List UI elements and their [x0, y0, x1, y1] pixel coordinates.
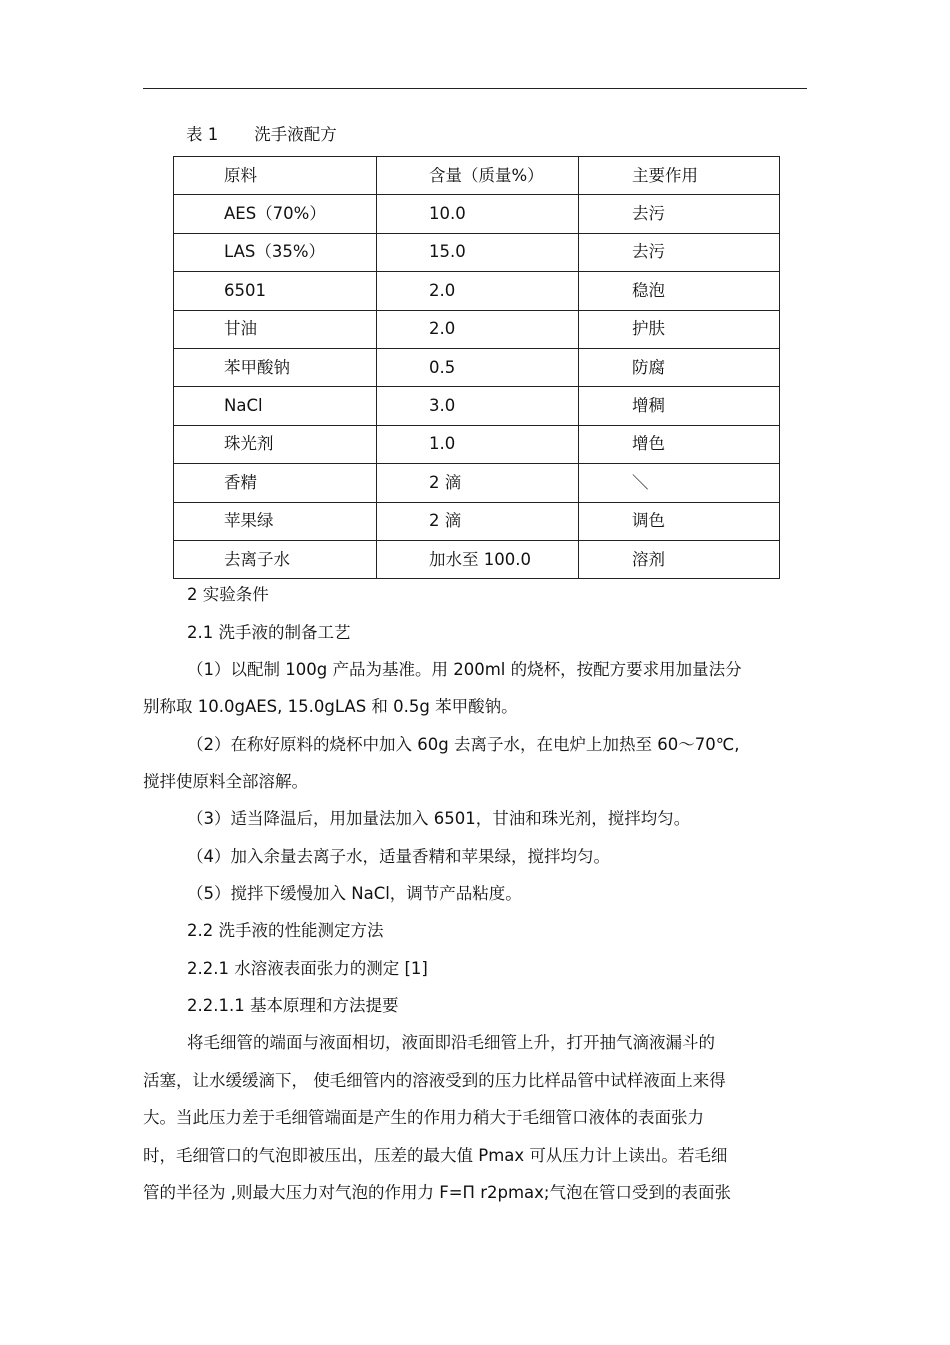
table-cell: 2.0	[377, 272, 579, 310]
table-cell: 1.0	[377, 425, 579, 463]
step-3: （3）适当降温后，用加量法加入 6501，甘油和珠光剂，搅拌均匀。	[187, 809, 691, 828]
paragraph-line-1: 将毛细管的端面与液面相切，液面即沿毛细管上升，打开抽气滴液漏斗的	[187, 1033, 715, 1052]
paragraph-line-5: 管的半径为 ,则最大压力对气泡的作用力 F=Π r2pmax;气泡在管口受到的表面张	[143, 1183, 731, 1202]
table-cell: 2 滴	[377, 464, 579, 502]
table-cell: 香精	[174, 464, 377, 502]
table-row	[174, 348, 780, 386]
section-2-2-1-heading: 2.2.1 水溶液表面张力的测定 [1]	[187, 959, 428, 978]
table-cell: 6501	[174, 272, 377, 310]
table-cell: 稳泡	[579, 272, 780, 310]
step-2-line-1: （2）在称好原料的烧杯中加入 60g 去离子水，在电炉上加热至 60～70℃,	[187, 735, 740, 754]
table-header-cell: 主要作用	[579, 157, 780, 195]
formula-table	[173, 156, 780, 579]
table-cell: ＼	[579, 464, 780, 502]
section-2-1-heading: 2.1 洗手液的制备工艺	[187, 623, 351, 642]
table-cell: 去污	[579, 233, 780, 271]
table-row	[174, 464, 780, 502]
table-cell: LAS（35%）	[174, 233, 377, 271]
table-row	[174, 502, 780, 540]
step-5: （5）搅拌下缓慢加入 NaCl，调节产品粘度。	[187, 884, 522, 903]
table-cell: 防腐	[579, 348, 780, 386]
table-cell: AES（70%）	[174, 195, 377, 233]
table-cell: 2.0	[377, 310, 579, 348]
table-cell: 15.0	[377, 233, 579, 271]
table-row	[174, 195, 780, 233]
table-cell: 甘油	[174, 310, 377, 348]
section-2-2-1-1-heading: 2.2.1.1 基本原理和方法提要	[187, 996, 399, 1015]
section-2-2-heading: 2.2 洗手液的性能测定方法	[187, 921, 384, 940]
step-2-line-2: 搅拌使原料全部溶解。	[143, 772, 308, 791]
step-1-line-1: （1）以配制 100g 产品为基准。用 200ml 的烧杯，按配方要求用加量法分	[187, 660, 742, 679]
table-header-cell: 原料	[174, 157, 377, 195]
table-cell: 珠光剂	[174, 425, 377, 463]
table-cell: NaCl	[174, 387, 377, 425]
table-row	[174, 310, 780, 348]
table-caption	[186, 124, 337, 146]
table-row	[174, 425, 780, 463]
table-row	[174, 387, 780, 425]
table-cell: 去离子水	[174, 540, 377, 578]
table-cell: 护肤	[579, 310, 780, 348]
paragraph-line-2: 活塞，让水缓缓滴下， 使毛细管内的溶液受到的压力比样品管中试样液面上来得	[143, 1071, 726, 1090]
step-4: （4）加入余量去离子水，适量香精和苹果绿，搅拌均匀。	[187, 847, 610, 866]
table-cell: 增色	[579, 425, 780, 463]
table-cell: 苹果绿	[174, 502, 377, 540]
header-rule	[143, 88, 807, 89]
table-header-cell: 含量（质量%）	[377, 157, 579, 195]
table-cell: 加水至 100.0	[377, 540, 579, 578]
step-1-line-2: 别称取 10.0gAES, 15.0gLAS 和 0.5g 苯甲酸钠。	[143, 697, 518, 716]
paragraph-line-3: 大。当此压力差于毛细管端面是产生的作用力稍大于毛细管口液体的表面张力	[143, 1108, 704, 1127]
table-cell: 去污	[579, 195, 780, 233]
table-cell: 调色	[579, 502, 780, 540]
table-cell: 苯甲酸钠	[174, 348, 377, 386]
table-caption-title: 洗手液配方	[254, 125, 337, 144]
table-cell: 溶剂	[579, 540, 780, 578]
table-row	[174, 272, 780, 310]
table-row	[174, 540, 780, 578]
section-2-heading: 2 实验条件	[187, 585, 269, 604]
table-header-row	[174, 157, 780, 195]
paragraph-line-4: 时，毛细管口的气泡即被压出，压差的最大值 Pmax 可从压力计上读出。若毛细	[143, 1146, 728, 1165]
table-cell: 10.0	[377, 195, 579, 233]
table-cell: 0.5	[377, 348, 579, 386]
table-row	[174, 233, 780, 271]
table-cell: 增稠	[579, 387, 780, 425]
table-cell: 3.0	[377, 387, 579, 425]
table-caption-number: 表 1	[186, 125, 219, 144]
table-cell: 2 滴	[377, 502, 579, 540]
